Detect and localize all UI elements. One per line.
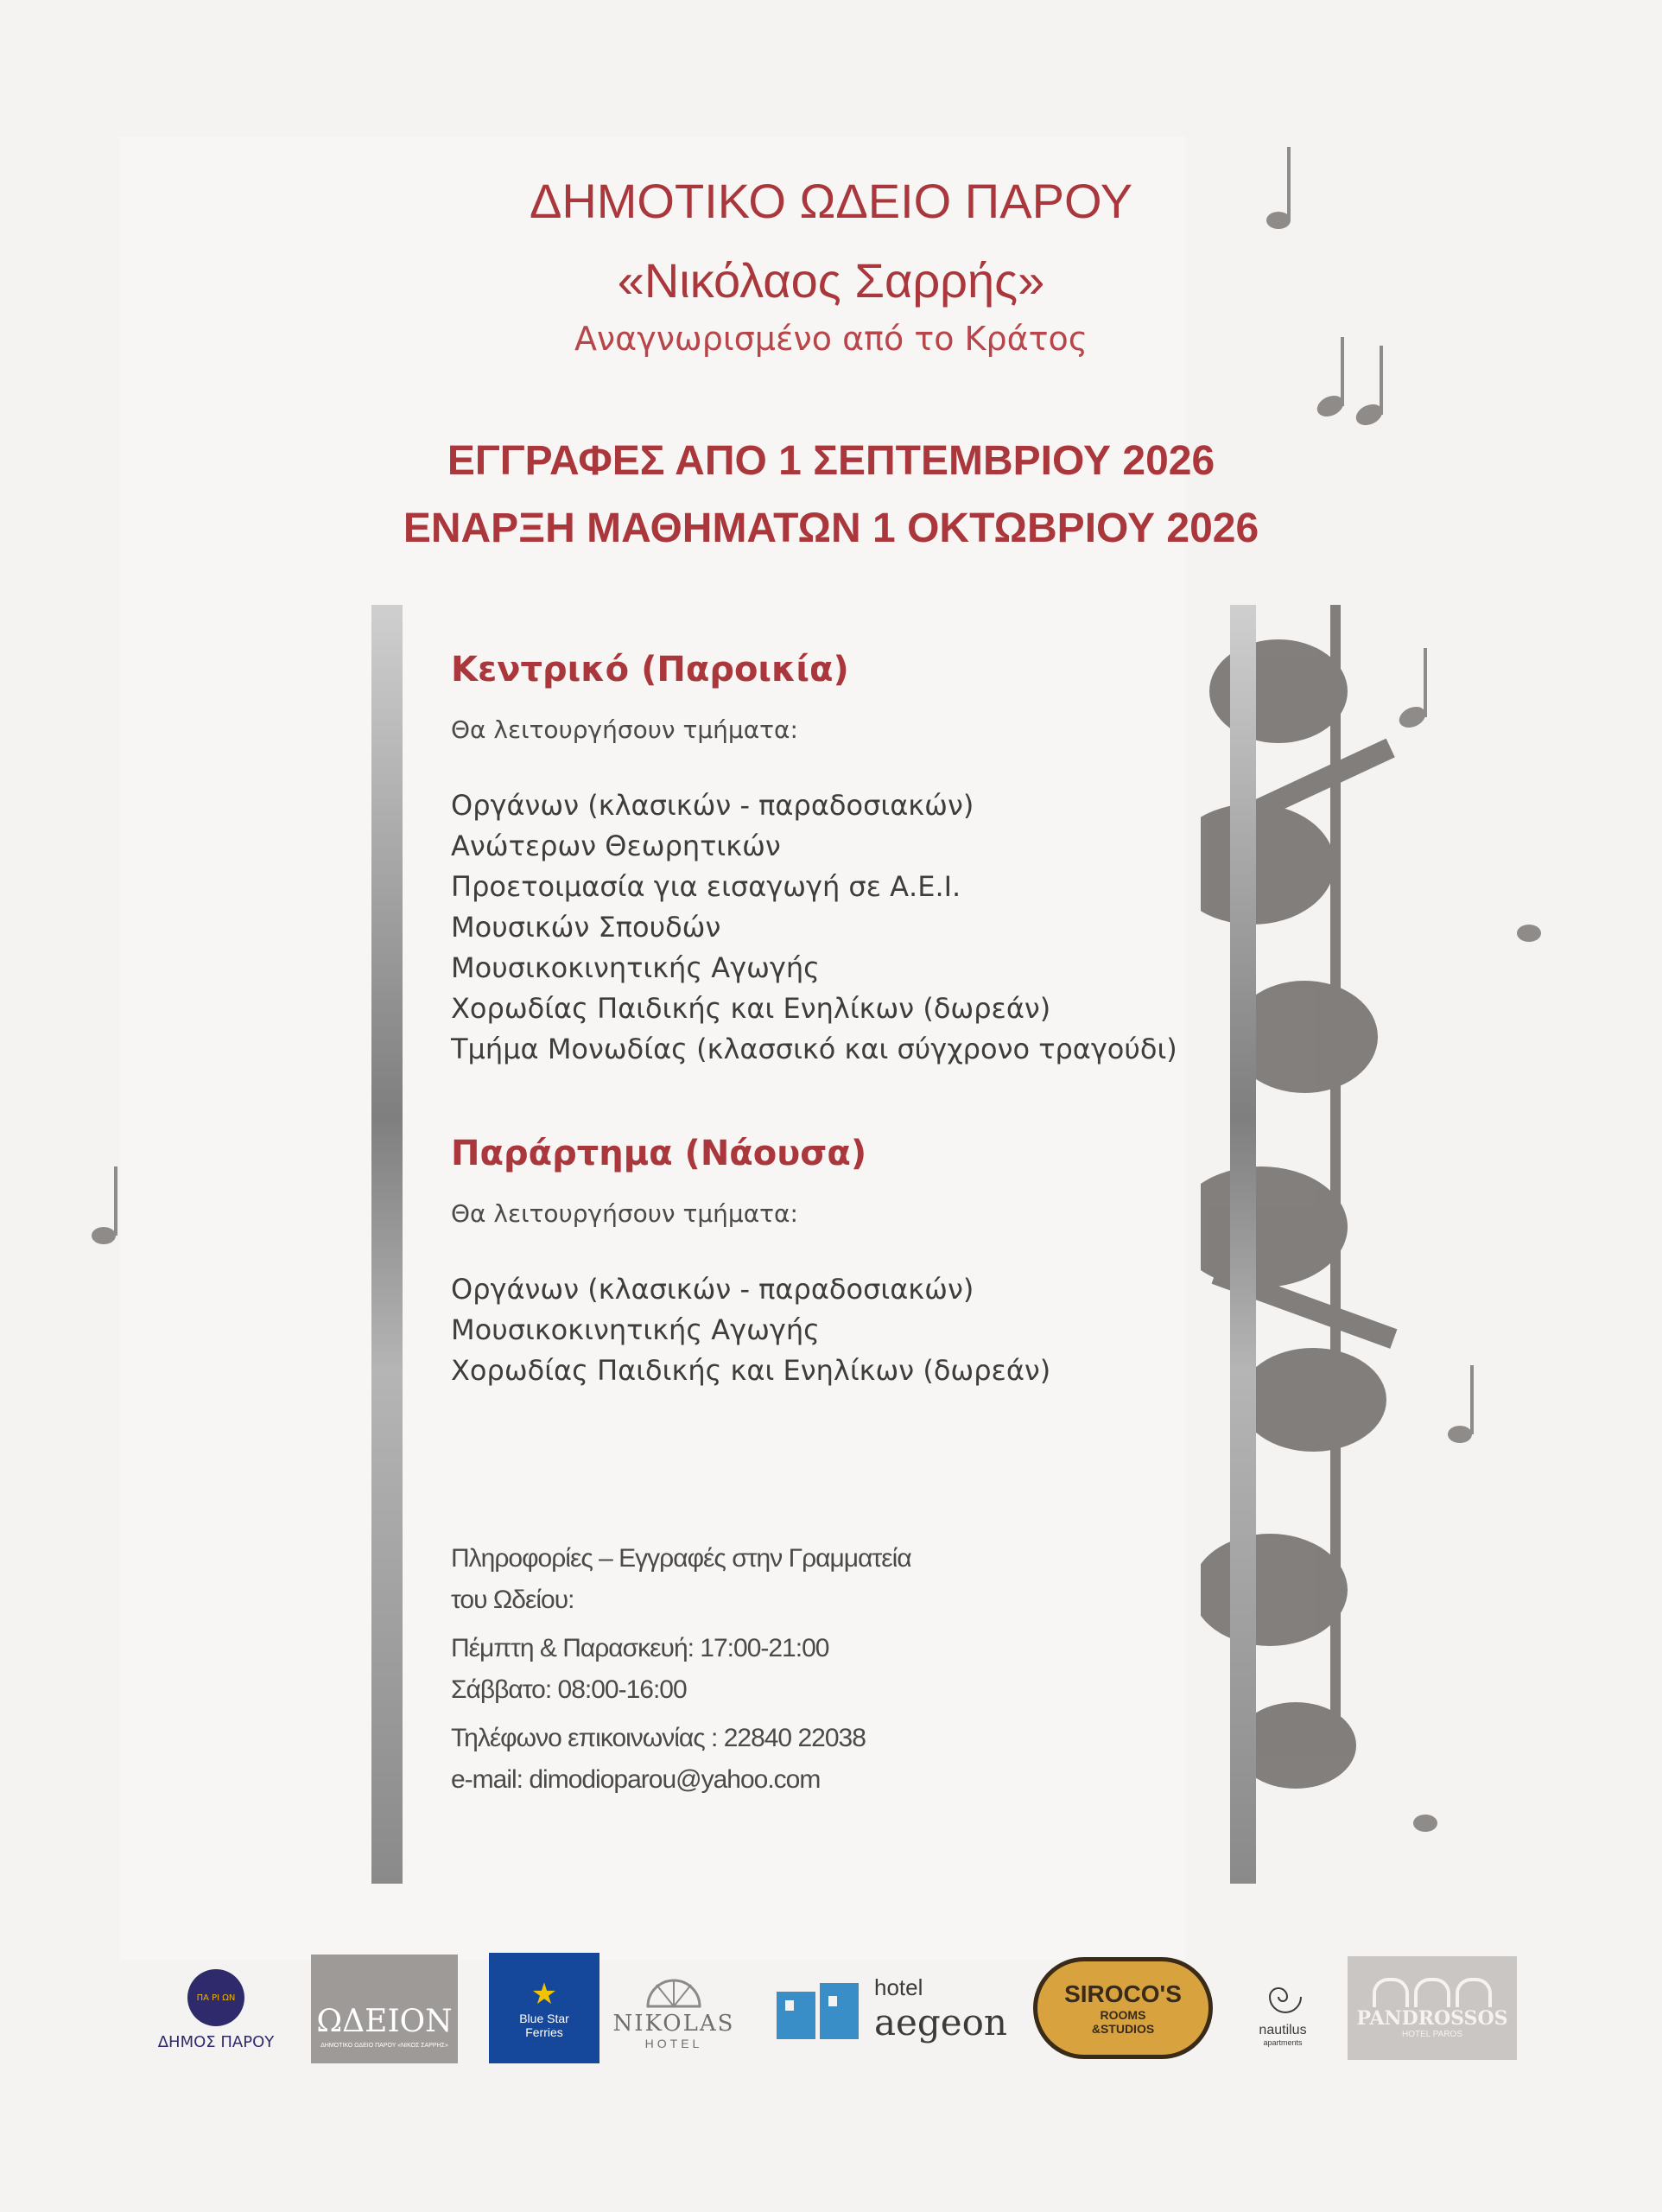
annex-branch-section (451, 1134, 1050, 1391)
svg-text:ΠΑ ΡΙ ΩΝ: ΠΑ ΡΙ ΩΝ (196, 1993, 236, 2003)
star-icon: ★ (530, 1978, 558, 2011)
blue-star-ferries-logo: ★ Blue Star Ferries (489, 1953, 599, 2063)
list-item: Μουσικοκινητικής Αγωγής (451, 1313, 820, 1346)
conservatory-subtitle: «Νικόλαος Σαρρής» (617, 253, 1045, 308)
decorative-strip-left (371, 605, 403, 1884)
annex-branch-title: Παράρτημα (Νάουσα) (451, 1134, 867, 1173)
list-item: Οργάνων (κλασικών - παραδοσιακών) (451, 1273, 974, 1306)
contact-info (451, 1538, 911, 1801)
aegeon-building-icon (772, 1974, 867, 2044)
central-department-list (451, 785, 1177, 1070)
phone-number: Τηλέφωνο επικοινωνίας : 22840 22038 (451, 1724, 866, 1752)
list-item: Χορωδίας Παιδικής και Ενηλίκων (δωρεάν) (451, 992, 1051, 1025)
sirocos-logo: SIROCO'S ROOMS &STUDIOS (1033, 1957, 1213, 2059)
annex-department-list (451, 1269, 1050, 1391)
odeion-logo: ΩΔΕΙΟΝ ΔΗΜΟΤΙΚΟ ΩΔΕΙΟ ΠΑΡΟΥ «ΝΙΚΟΣ ΣΑΡΡΗΣ» (311, 1955, 458, 2063)
decorative-strip-right (1230, 605, 1256, 1884)
nautilus-shell-icon (1253, 1971, 1313, 2023)
recognition-note: Αναγνωρισμένο από το Κράτος (574, 320, 1088, 358)
sponsor-logos (0, 1944, 1662, 2065)
pandrossos-logo: PANDROSSOS HOTEL PAROS (1348, 1956, 1517, 2060)
central-branch-title: Κεντρικό (Παροικία) (451, 650, 849, 690)
info-heading: Πληροφορίες – Εγγραφές στην Γραμματεία (451, 1544, 911, 1573)
list-item: Τμήμα Μονωδίας (κλασσικό και σύγχρονο τραγούδι) (451, 1033, 1177, 1065)
dimos-parou-emblem-icon (186, 1967, 246, 2028)
hotel-aegeon-logo: hotel aegeon (769, 1961, 1011, 2056)
central-branch-intro: Θα λειτουργήσουν τμήματα: (451, 715, 798, 744)
conservatory-title: ΔΗΜΟΤΙΚΟ ΩΔΕΙΟ ΠΑΡΟΥ (529, 174, 1133, 228)
nikolas-hotel-logo: NIKOLAS HOTEL (605, 1953, 743, 2065)
shell-icon (644, 1967, 704, 2011)
annex-branch-intro: Θα λειτουργήσουν τμήματα: (451, 1199, 798, 1228)
weekday-hours: Πέμπτη & Παρασκευή: 17:00-21:00 (451, 1634, 829, 1662)
central-branch-section (451, 650, 1177, 1070)
info-heading-cont: του Ωδείου: (451, 1586, 574, 1614)
nautilus-logo: nautilus apartments (1235, 1961, 1330, 2056)
list-item: Μουσικών Σπουδών (451, 911, 721, 944)
registration-date: ΕΓΓΡΑΦΕΣ ΑΠΟ 1 ΣΕΠΤΕΜΒΡΙΟΥ 2026 (447, 438, 1215, 484)
list-item: Προετοιμασία για εισαγωγή σε Α.Ε.Ι. (451, 870, 961, 903)
list-item: Μουσικοκινητικής Αγωγής (451, 951, 820, 984)
saturday-hours: Σάββατο: 08:00-16:00 (451, 1675, 687, 1704)
email-address: e-mail: dimodioparou@yahoo.com (451, 1765, 821, 1794)
arches-icon (1373, 1978, 1492, 2007)
dimos-parou-logo: ΠΑ ΡΙ ΩΝ ΔΗΜΟΣ ΠΑΡΟΥ (147, 1961, 285, 2056)
list-item: Ανώτερων Θεωρητικών (451, 830, 781, 862)
list-item: Οργάνων (κλασικών - παραδοσιακών) (451, 789, 974, 822)
list-item: Χορωδίας Παιδικής και Ενηλίκων (δωρεάν) (451, 1354, 1051, 1387)
lessons-start-date: ΕΝΑΡΞΗ ΜΑΘΗΜΑΤΩΝ 1 ΟΚΤΩΒΡΙΟΥ 2026 (403, 505, 1259, 551)
